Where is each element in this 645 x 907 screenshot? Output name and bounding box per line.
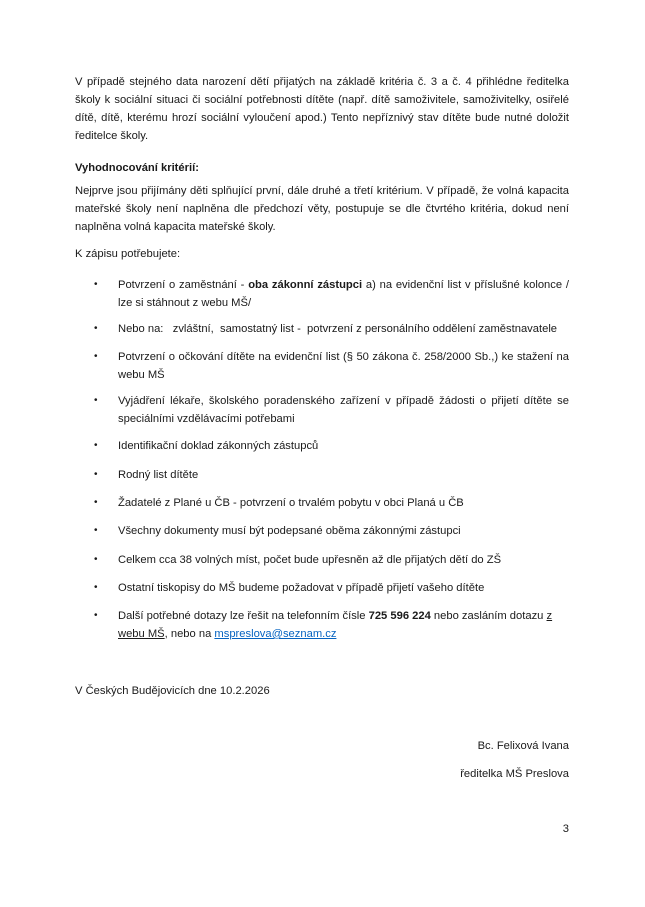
list-item: • Potvrzení o očkování dítěte na evidenční list (§ 50 zákona č. 258/2000 Sb.,) ke stažení na webu MŠ — [94, 348, 569, 384]
list-item: • Další potřebné dotazy lze řešit na telefonním čísle 725 596 224 nebo zasláním dotazu z webu MŠ, nebo na mspreslova@seznam.cz — [94, 607, 569, 643]
bullet-icon: • — [94, 582, 98, 593]
list-item: • Žadatelé z Plané u ČB - potvrzení o trvalém pobytu v obci Planá u ČB — [94, 494, 569, 512]
phone-number: 725 596 224 — [368, 610, 431, 622]
list-item: • Potvrzení o zaměstnání - oba zákonní zástupci a) na evidenční list v příslušné kolonce / lze si stáhnout z webu MŠ/ — [94, 276, 569, 312]
list-item: • Všechny dokumenty musí být podepsané oběma zákonnými zástupci — [94, 522, 569, 540]
list-item: • Rodný list dítěte — [94, 466, 569, 484]
bullet-icon: • — [94, 351, 98, 362]
signatory-name: Bc. Felixová Ivana — [477, 740, 569, 752]
intro-paragraph: V případě stejného data narození dětí přijatých na základě kritéria č. 3 a č. 4 přihlédne ředitelka školy k sociální situaci či sociální potřebnosti dítěte (např. dítě samoživitele, samoživitelky, osiřelé dítě, dítě, kterému hrozí sociální vyloučení apod.) Tento nepříznivý stav dítěte bude nutné doložit ředitelce školy. — [75, 76, 569, 142]
bullet-icon: • — [94, 497, 98, 508]
bullet-icon: • — [94, 469, 98, 480]
list-item: • Nebo na: zvláštní, samostatný list - potvrzení z personálního oddělení zaměstnavatele — [94, 320, 569, 338]
bullet-icon: • — [94, 525, 98, 536]
list-item: • Vyjádření lékaře, školského poradenského zařízení v případě žádosti o přijetí dítěte se speciálními vzdělávacími potřebami — [94, 392, 569, 428]
bullet-icon: • — [94, 440, 98, 451]
bullet-icon: • — [94, 610, 98, 621]
list-item: • Celkem cca 38 volných míst, počet bude upřesněn až dle přijatých dětí do ZŠ — [94, 551, 569, 569]
section-heading: Vyhodnocování kritérií: — [75, 162, 199, 174]
bullet-icon: • — [94, 554, 98, 565]
bullet-icon: • — [94, 279, 98, 290]
web-link[interactable]: z webu MŠ — [118, 610, 553, 640]
emphasis-text: oba zákonní zástupci — [248, 279, 363, 291]
bullet-icon: • — [94, 395, 98, 406]
email-link[interactable]: mspreslova@seznam.cz — [214, 628, 337, 640]
list-item: • Identifikační doklad zákonných zástupců — [94, 437, 569, 455]
page-number: 3 — [562, 823, 569, 835]
needs-intro: K zápisu potřebujete: — [75, 248, 181, 260]
bullet-icon: • — [94, 323, 98, 334]
list-item: • Ostatní tiskopisy do MŠ budeme požadovat v případě přijetí vašeho dítěte — [94, 579, 569, 597]
signatory-title: ředitelka MŠ Preslova — [460, 768, 569, 780]
place-date: V Českých Budějovicích dne 10.2.2026 — [75, 685, 270, 697]
evaluation-paragraph: Nejprve jsou přijímány děti splňující první, dále druhé a třetí kritérium. V případě, že volná kapacita mateřské školy není naplněna dle předchozí věty, postupuje se dle čtvrtého kritéria, dokud není naplněna volná kapacita mateřské školy. — [75, 185, 569, 233]
